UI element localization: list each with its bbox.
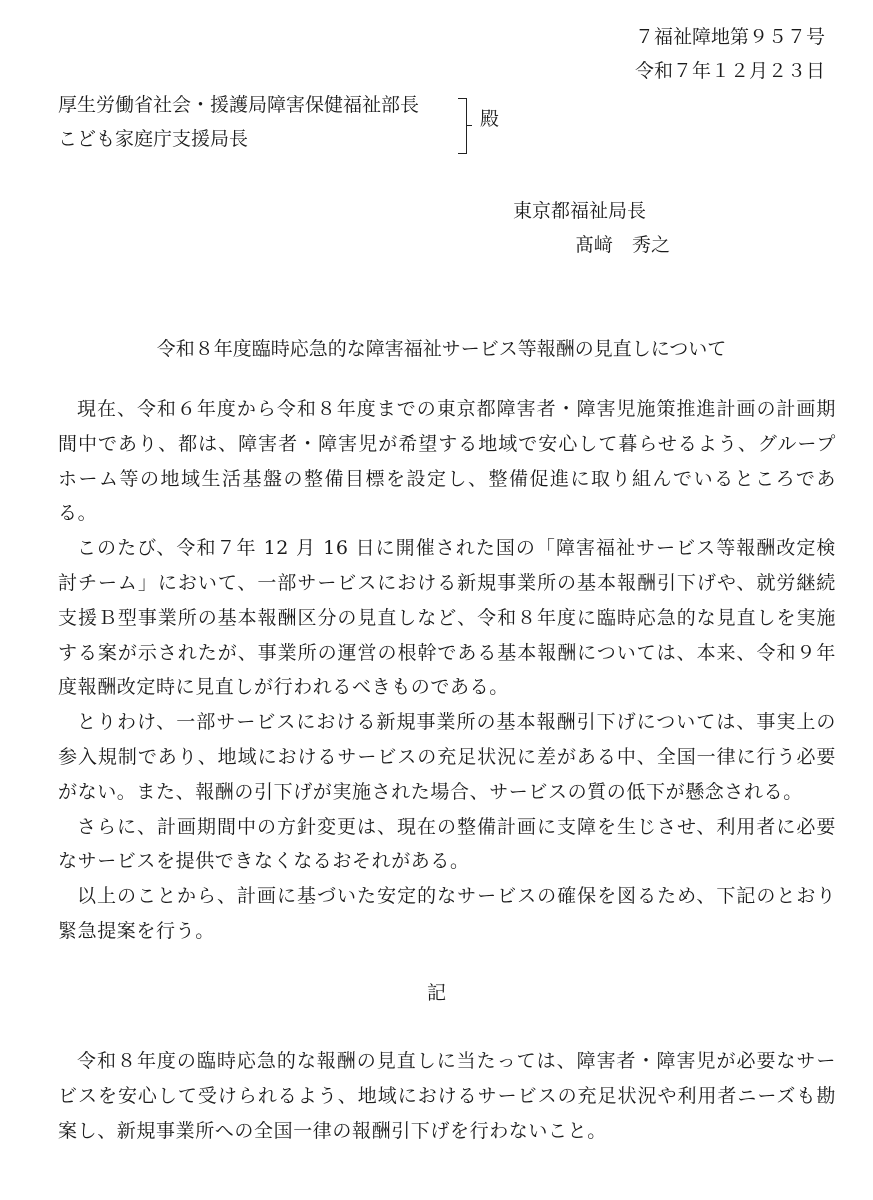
addressee-line-2: こども家庭庁支援局長: [58, 128, 249, 150]
document-date: 令和７年１２月２３日: [634, 60, 825, 82]
addressee-block: [58, 88, 500, 156]
body-paragraph-3: とりわけ、一部サービスにおける新規事業所の基本報酬引下げについては、事実上の参入規制であり、地域におけるサービスの充足状況に差がある中、全国一律に行う必要がない。また、報酬の引下げが実施された場合、サービスの質の低下が懸念される。: [58, 711, 836, 803]
body-paragraph-2: このたび、令和７年 12 月 16 日に開催された国の「障害福祉サービス等報酬改定検討チーム」において、一部サービスにおける新規事業所の基本報酬引下げや、就労継続支援Ｂ型事業所の基本報酬区分の見直しなど、令和８年度に臨時応急的な見直しを実施する案が示されたが、事業所の運営の根幹である基本報酬については、本来、令和９年度報酬改定時に見直しが行われるべきものである。: [58, 537, 836, 699]
ki-heading: 記: [426, 982, 446, 1004]
proposal-section: [58, 1044, 836, 1148]
body-paragraph-5: 以上のことから、計画に基づいた安定的なサービスの確保を図るため、下記のとおり緊急提案を行う。: [58, 885, 836, 942]
document-header: [635, 20, 825, 88]
sender-block: [513, 194, 670, 262]
body-paragraph-1: 現在、令和６年度から令和８年度までの東京都障害者・障害児施策推進計画の計画期間中であり、都は、障害者・障害児が希望する地域で安心して暮らせるよう、グループホーム等の地域生活基盤の整備目標を設定し、整備促進に取り組んでいるところである。: [58, 398, 836, 525]
document-body: [58, 392, 836, 949]
addressee-bracket: [458, 98, 467, 154]
sender-title: 東京都福祉局長: [513, 200, 647, 222]
document-title: 令和８年度臨時応急的な障害福祉サービス等報酬の見直しについて: [156, 338, 727, 360]
sender-name: 髙﨑 秀之: [575, 234, 671, 256]
document-number: ７福祉障地第９５７号: [634, 26, 825, 48]
proposal-text: 令和８年度の臨時応急的な報酬の見直しに当たっては、障害者・障害児が必要なサービスを安心して受けられるよう、地域におけるサービスの充足状況や利用者ニーズも勘案し、新規事業所への全国一律の報酬引下げを行わないこと。: [58, 1050, 836, 1142]
body-paragraph-4: さらに、計画期間中の方針変更は、現在の整備計画に支障を生じさせ、利用者に必要なサービスを提供できなくなるおそれがある。: [58, 815, 836, 873]
addressee-line-1: 厚生労働省社会・援護局障害保健福祉部長: [58, 94, 420, 116]
addressee-honorific: 殿: [480, 108, 500, 130]
